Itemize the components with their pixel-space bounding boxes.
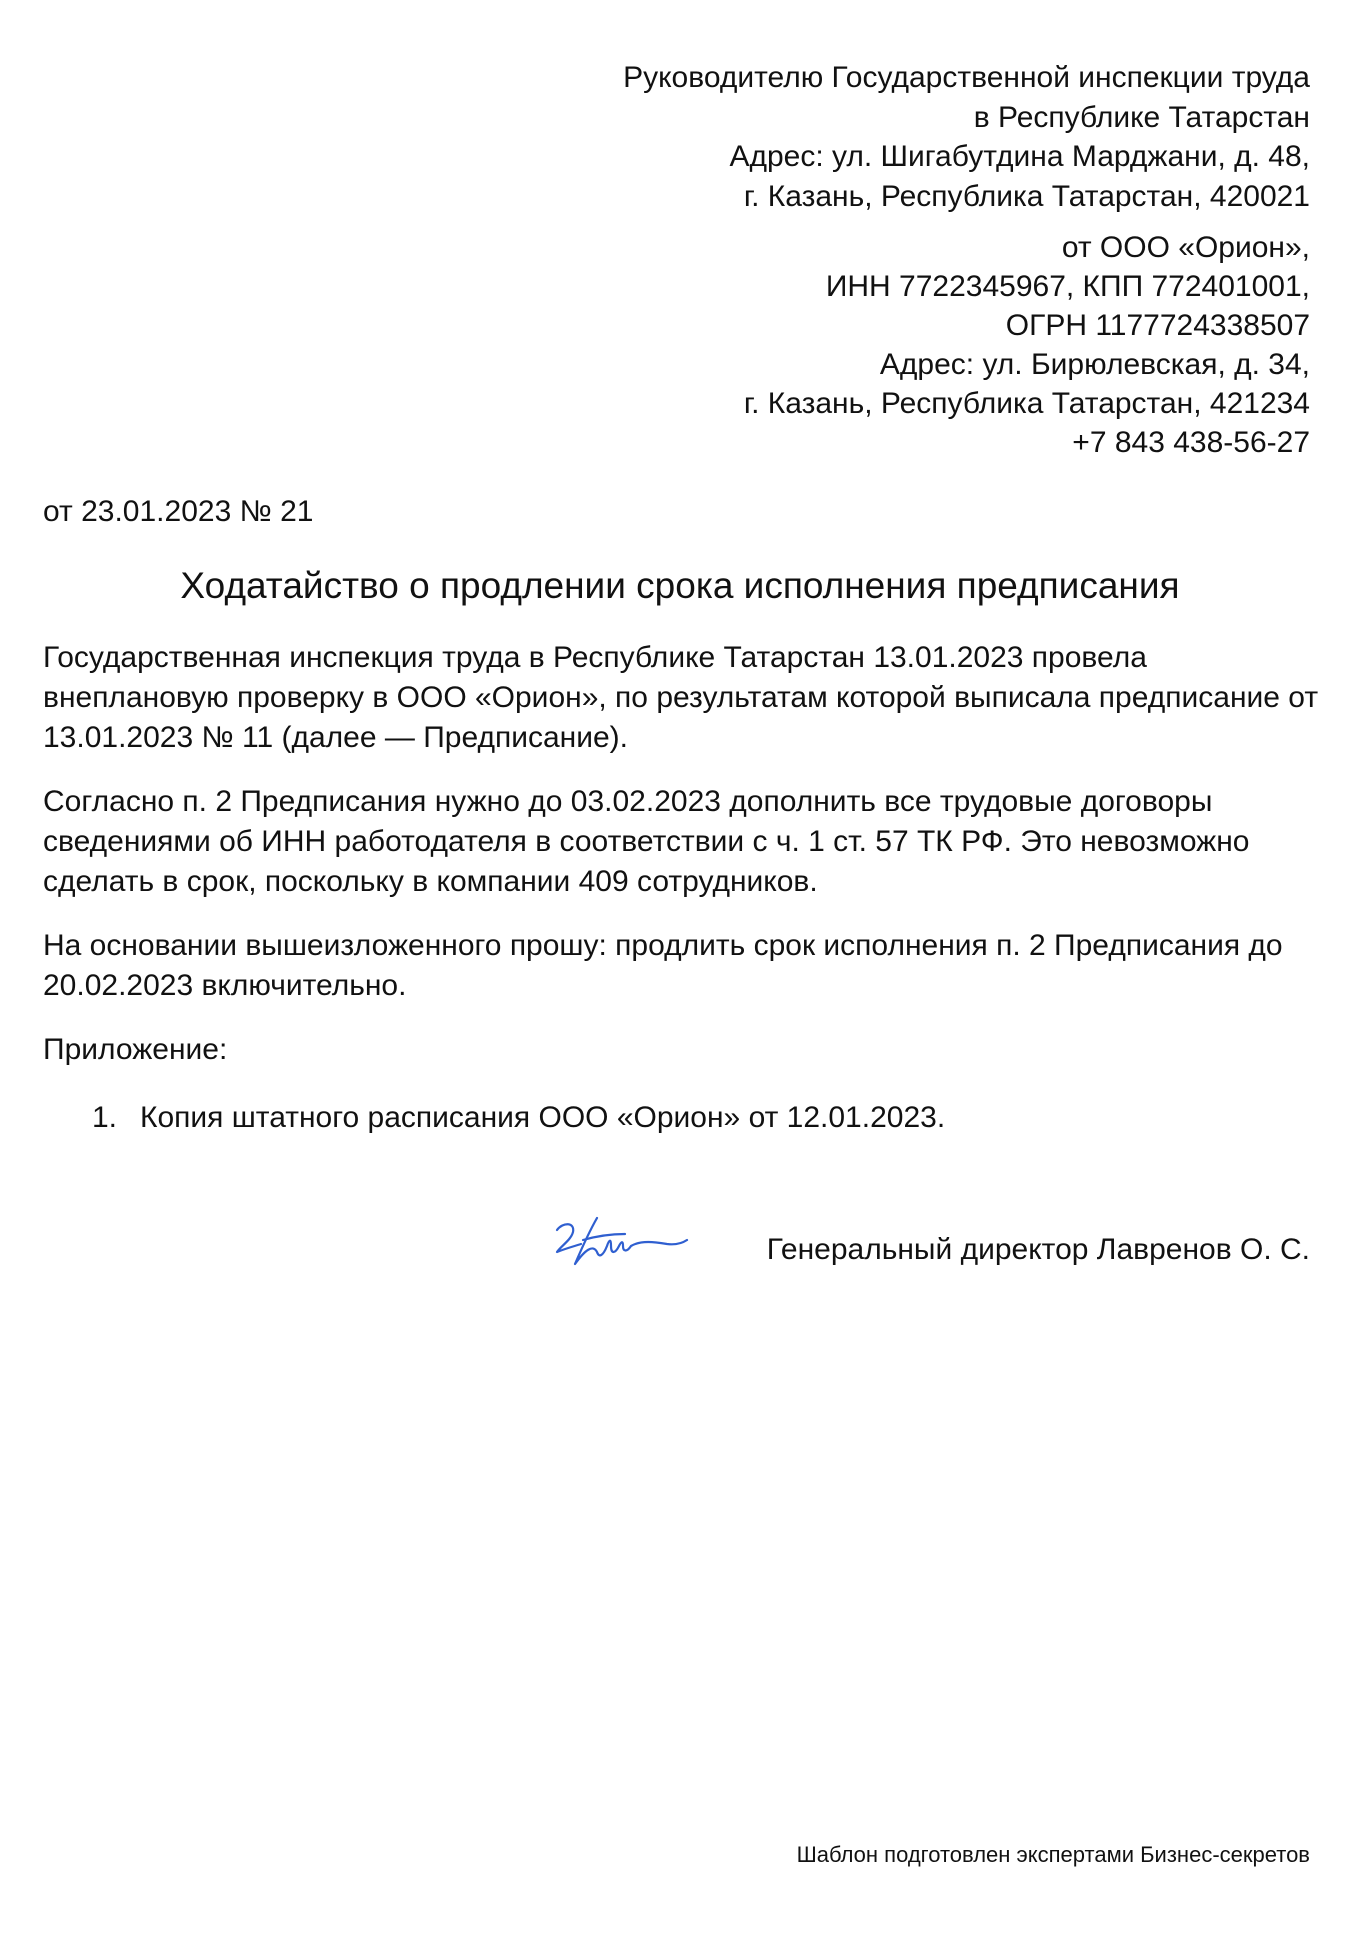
addressee-line: Адрес: ул. Шигабутдина Марджани, д. 48, [729,140,1310,173]
sender-line: ОГРН 1177724338507 [1005,309,1310,342]
appendix-item-text: Копия штатного расписания ООО «Орион» от 12.01.2023. [140,1101,946,1134]
addressee-line: в Республике Татарстан [973,100,1310,134]
sender-block [410,228,1310,462]
sender-line: от ООО «Орион», [1061,231,1310,264]
body-paragraph: Государственная инспекция труда в Республике Татарстан 13.01.2023 провела внеплановую проверку в ООО «Орион», по результатам которой выписала предписание от 13.01.2023 № 11 (далее — Предписание). [43,641,1319,754]
signer-name: Генеральный директор Лавренов О. С. [766,1233,1310,1266]
sender-line: г. Казань, Республика Татарстан, 421234 [743,387,1310,420]
sender-line: +7 843 438-56-27 [1072,426,1310,459]
addressee-line: г. Казань, Республика Татарстан, 420021 [743,179,1310,213]
signature-icon [545,1200,725,1280]
body-paragraph: На основании вышеизложенного прошу: продлить срок исполнения п. 2 Предписания до 20.02.2023 включительно. [43,929,1283,1002]
appendix-item [92,1098,945,1138]
footer-note: Шаблон подготовлен экспертами Бизнес-секретов [796,1842,1310,1867]
sender-line: ИНН 7722345967, КПП 772401001, [825,270,1310,303]
appendix-list [92,1098,945,1138]
sender-line: Адрес: ул. Бирюлевская, д. 34, [879,348,1310,381]
body-paragraph: Согласно п. 2 Предписания нужно до 03.02.2023 дополнить все трудовые договоры сведениями об ИНН работодателя в соответствии с ч. 1 ст. 57 ТК РФ. Это невозможно сделать в срок, поскольку в компании 409 сотрудников. [43,785,1250,898]
document-title: Ходатайство о продлении срока исполнения предписания [180,565,1180,606]
appendix-item-number: 1. [92,1101,118,1134]
document-reference: от 23.01.2023 № 21 [43,495,314,528]
appendix-label: Приложение: [43,1033,228,1066]
addressee-block [410,58,1310,216]
addressee-line: Руководителю Государственной инспекции труда [623,61,1310,94]
